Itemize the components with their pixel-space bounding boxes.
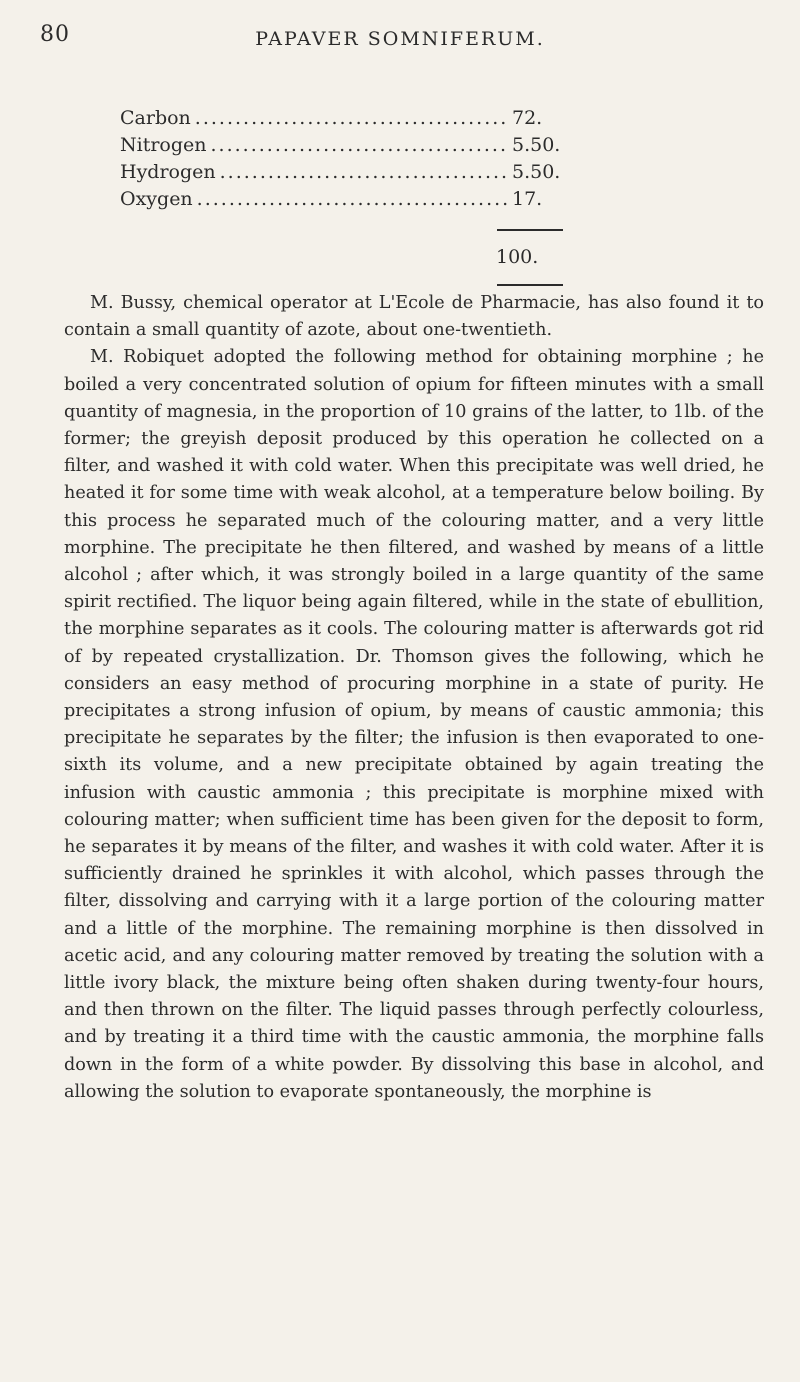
composition-total: 100. <box>496 246 539 268</box>
sum-rule-bottom <box>497 284 563 286</box>
element-value: 5.50. <box>512 161 561 183</box>
element-value: 17. <box>512 188 543 210</box>
composition-row <box>120 107 570 134</box>
element-value: 72. <box>512 107 543 129</box>
composition-row <box>120 161 570 188</box>
composition-table <box>120 107 570 215</box>
leader-dots <box>220 161 508 183</box>
sum-rule-top <box>497 229 563 231</box>
body-text <box>64 290 764 1106</box>
leader-dots <box>197 188 508 210</box>
leader-dots <box>195 107 508 129</box>
element-name: Nitrogen <box>120 134 207 156</box>
element-value: 5.50. <box>512 134 561 156</box>
composition-row <box>120 134 570 161</box>
element-name: Hydrogen <box>120 161 216 183</box>
running-title: PAPAVER SOMNIFERUM. <box>255 28 545 50</box>
page-number: 80 <box>40 22 70 47</box>
leader-dots <box>211 134 508 156</box>
element-name: Carbon <box>120 107 191 129</box>
element-name: Oxygen <box>120 188 193 210</box>
paragraph: M. Robiquet adopted the following method for obtaining morphine ; he boiled a very concentrated solution of opium for fifteen minutes with a small quantity of magnesia, in the proportion of 10 grains of the latter, to 1lb. of the former; the greyish deposit produced by this operation he collected on a filter, and washed it with cold water. When this precipitate was well dried, he heated it for some time with weak alcohol, at a temperature below boiling. By this process he separated much of the colouring matter, and a very little morphine. The precipitate he then filtered, and washed by means of a little alcohol ; after which, it was strongly boiled in a large quantity of the same spirit rectified. The liquor being again filtered, while in the state of ebullition, the morphine separates as it cools. The colouring matter is afterwards got rid of by repeated crystallization. Dr. Thomson gives the following, which he considers an easy method of procuring morphine in a state of purity. He precipitates a strong infusion of opium, by means of caustic ammonia; this precipitate he separates by the filter; the infusion is then evaporated to one-sixth its volume, and a new precipitate obtained by again treating the infusion with caustic ammonia ; this precipitate is morphine mixed with colouring matter; when sufficient time has been given for the deposit to form, he separates it by means of the filter, and washes it with cold water. After it is sufficiently drained he sprinkles it with alcohol, which passes through the filter, dissolving and carrying with it a large portion of the colouring matter and a little of the morphine. The remaining morphine is then dissolved in acetic acid, and any colouring matter removed by treating the solution with a little ivory black, the mixture being often shaken during twenty-four hours, and then thrown on the filter. The liquid passes through perfectly colourless, and by treating it a third time with the caustic ammonia, the morphine falls down in the form of a white powder. By dissolving this base in alcohol, and allowing the solution to evaporate spontaneously, the morphine is <box>64 347 764 1102</box>
composition-row <box>120 188 570 215</box>
paragraph: M. Bussy, chemical operator at L'Ecole de Pharmacie, has also found it to contain a small quantity of azote, about one-twentieth. <box>64 293 764 341</box>
